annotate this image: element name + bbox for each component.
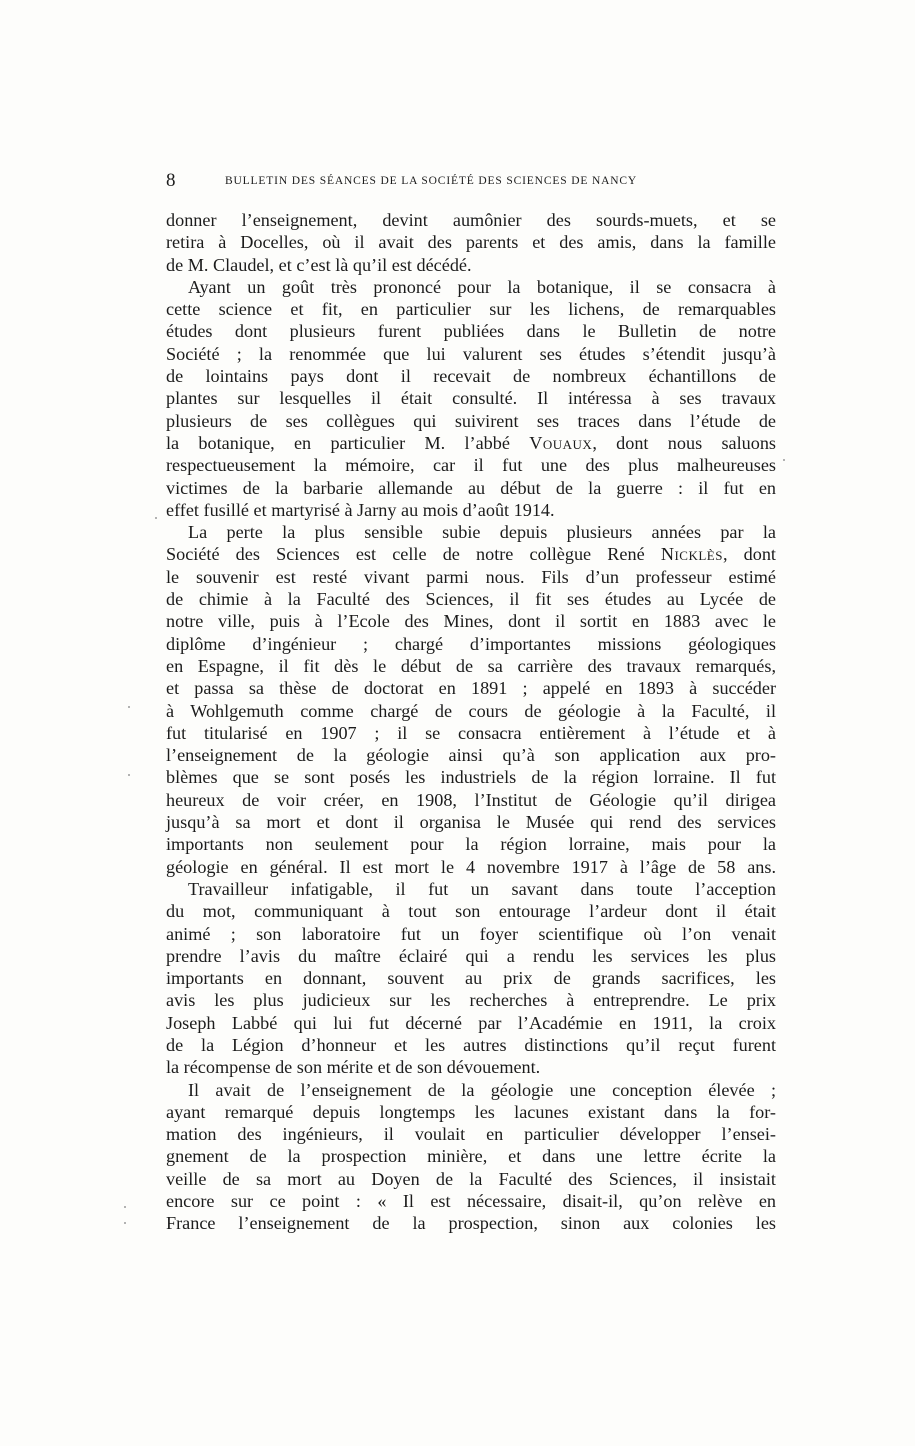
text-line: le souvenir est resté vivant parmi nous. Fils d’un professeur estimé: [166, 566, 776, 587]
text-line: à Wohlgemuth comme chargé de cours de géologie à la Faculté, il: [166, 700, 776, 721]
text-line: gnement de la prospection minière, et dans une lettre écrite la: [166, 1146, 776, 1167]
text-line: plantes sur lesquelles il était consulté. Il intéressa à ses travaux: [166, 388, 776, 409]
text-line: Société ; la renommée que lui valurent ses études s’étendit jusqu’à: [166, 343, 776, 364]
text-line: retira à Docelles, où il avait des parents et des amis, dans la famille: [166, 232, 776, 253]
text-line: victimes de la barbarie allemande au début de la guerre : il fut en: [166, 477, 776, 498]
text-line: études dont plusieurs furent publiées dans le Bulletin de notre: [166, 321, 776, 342]
name-vouaux: Vouaux: [529, 432, 593, 453]
text-line: géologie en général. Il est mort le 4 novembre 1917 à l’âge de 58 ans.: [166, 856, 776, 877]
text-line: heureux de voir créer, en 1908, l’Institut de Géologie qu’il dirigea: [166, 789, 776, 810]
text-line-with-small-caps: Société des Sciences est celle de notre collègue René Nicklès, dont: [166, 544, 776, 565]
text-line: fut titularisé en 1907 ; il se consacra entièrement à l’étude et à: [166, 722, 776, 743]
text-line: veille de sa mort au Doyen de la Faculté des Sciences, il insistait: [166, 1168, 776, 1189]
scan-speck: [124, 1222, 126, 1224]
text-line: Il avait de l’enseignement de la géologie une conception élevée ;: [188, 1079, 776, 1100]
body-text: [166, 209, 776, 1235]
text-line: importants non seulement pour la région lorraine, mais pour la: [166, 834, 776, 855]
text-line: en Espagne, il fit dès le début de sa carrière des travaux remarqués,: [166, 655, 776, 676]
text-line: de chimie à la Faculté des Sciences, il fit ses études au Lycée de: [166, 589, 776, 610]
text-line: du mot, communiquant à tout son entourage l’ardeur dont il était: [166, 901, 776, 922]
scan-speck: [128, 774, 130, 776]
running-head: [166, 170, 776, 194]
text-line: cette science et fit, en particulier sur les lichens, de remarquables: [166, 299, 776, 320]
page-number: 8: [166, 170, 176, 191]
text-line: effet fusillé et martyrisé à Jarny au mois d’août 1914.: [166, 499, 555, 520]
scan-speck: [155, 517, 157, 519]
text-line: Travailleur infatigable, il fut un savant dans toute l’acception: [188, 878, 776, 899]
text-line: plusieurs de ses collègues qui suivirent ses traces dans l’étude de: [166, 410, 776, 431]
text-line: La perte la plus sensible subie depuis plusieurs années par la: [188, 522, 776, 543]
text-line: ayant remarqué depuis longtemps les lacunes existant dans la for-: [166, 1101, 776, 1122]
text-line: encore sur ce point : « Il est nécessaire, disait-il, qu’on relève en: [166, 1191, 776, 1212]
text-line: respectueusement la mémoire, car il fut une des plus malheureuses: [166, 455, 776, 476]
text-line: donner l’enseignement, devint aumônier des sourds-muets, et se: [166, 210, 776, 230]
text-line: avis les plus judicieux sur les recherches à entreprendre. Le prix: [166, 990, 776, 1011]
text-line: notre ville, puis à l’Ecole des Mines, dont il sortit en 1883 avec le: [166, 611, 776, 632]
text-line: Ayant un goût très prononcé pour la botanique, il se consacra à: [188, 276, 776, 297]
text-line-with-small-caps: la botanique, en particulier M. l’abbé Vouaux, dont nous saluons: [166, 432, 777, 453]
text-line: l’enseignement de la géologie ainsi qu’à son application aux pro-: [166, 745, 776, 766]
running-title: BULLETIN DES SÉANCES DE LA SOCIÉTÉ DES SCIENCES DE NANCY: [225, 175, 638, 187]
scan-speck: [124, 1206, 126, 1208]
text-line: la récompense de son mérite et de son dévouement.: [166, 1057, 541, 1078]
text-line: importants en donnant, souvent au prix de grands sacrifices, les: [166, 968, 776, 989]
scan-speck: [783, 459, 785, 461]
text-line: de lointains pays dont il recevait de nombreux échantillons de: [166, 366, 776, 387]
text-line: Joseph Labbé qui lui fut décerné par l’Académie en 1911, la croix: [166, 1012, 776, 1033]
text-line: diplôme d’ingénieur ; chargé d’importantes missions géologiques: [166, 633, 776, 654]
text-line: animé ; son laboratoire fut un foyer scientifique où l’on venait: [166, 923, 776, 944]
text-line: et passa sa thèse de doctorat en 1891 ; appelé en 1893 à succéder: [166, 678, 776, 699]
text-line: de M. Claudel, et c’est là qu’il est décédé.: [166, 254, 472, 275]
scan-speck: [128, 706, 130, 708]
text-line: France l’enseignement de la prospection, sinon aux colonies les: [166, 1213, 776, 1234]
text-line: de la Légion d’honneur et les autres distinctions qu’il reçut furent: [166, 1034, 776, 1055]
text-line: mation des ingénieurs, il voulait en particulier développer l’ensei-: [166, 1124, 776, 1145]
name-nickles: Nicklès: [660, 544, 723, 565]
text-line: blèmes que se sont posés les industriels de la région lorraine. Il fut: [166, 767, 776, 788]
text-line: jusqu’à sa mort et dont il organisa le Musée qui rend des services: [166, 812, 776, 833]
text-line: prendre l’avis du maître éclairé qui a rendu les services les plus: [166, 945, 776, 966]
